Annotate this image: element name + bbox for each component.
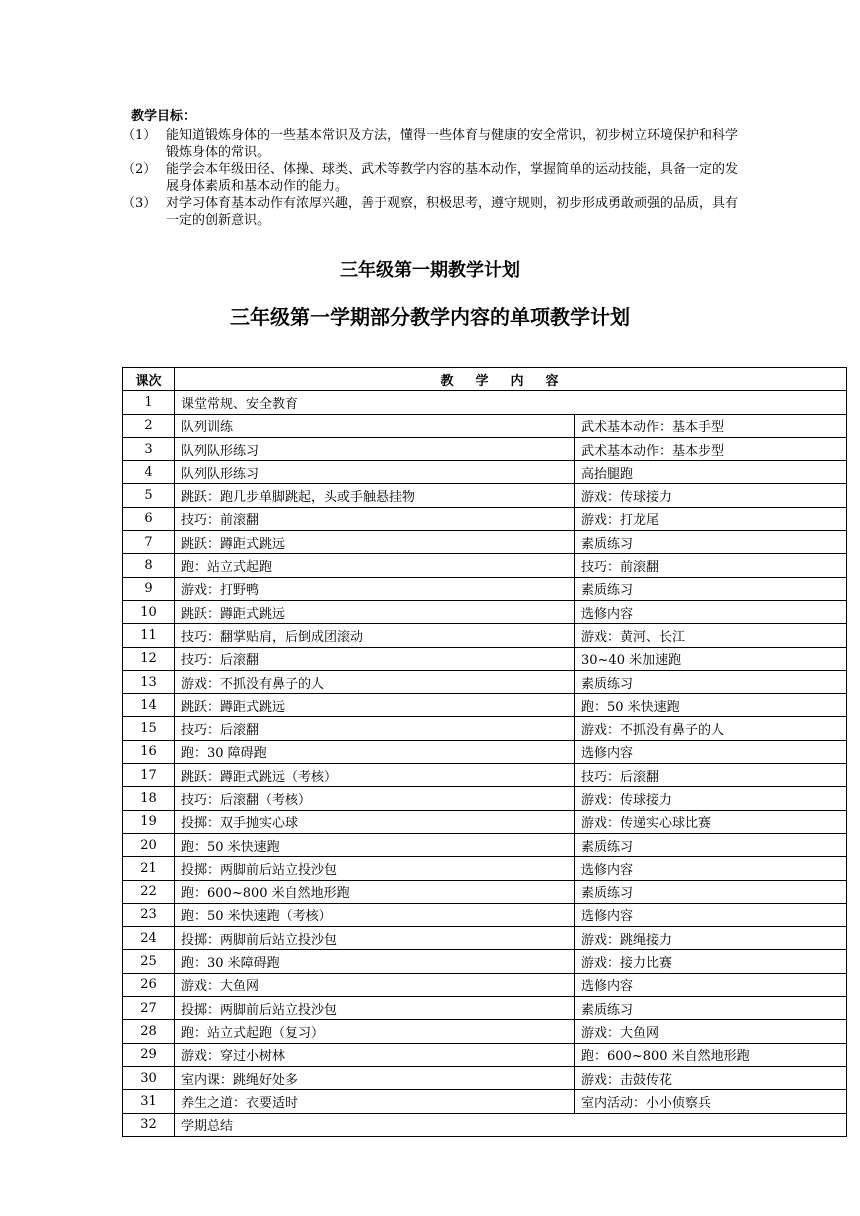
lesson-content-primary: 游戏：不抓没有鼻子的人: [175, 670, 575, 693]
lesson-number: 23: [123, 903, 175, 926]
lesson-number: 18: [123, 787, 175, 810]
table-header-row: [123, 368, 847, 391]
plan-title: 三年级第一期教学计划: [340, 260, 520, 281]
lesson-content-secondary: 游戏：大鱼网: [575, 1020, 847, 1043]
lesson-content-primary: 游戏：穿过小树林: [175, 1043, 575, 1066]
lesson-content-secondary: 选修内容: [575, 600, 847, 623]
lesson-number: 5: [123, 484, 175, 507]
lesson-content-secondary: 游戏：接力比赛: [575, 950, 847, 973]
lesson-content-secondary: 30~40 米加速跑: [575, 647, 847, 670]
lesson-content-primary: 投掷：两脚前后站立投沙包: [175, 857, 575, 880]
lesson-number: 2: [123, 414, 175, 437]
lesson-content-secondary: 选修内容: [575, 973, 847, 996]
lesson-content-primary: 跑：站立式起跑: [175, 554, 575, 577]
lesson-content-primary: 跳跃：蹲距式跳远: [175, 694, 575, 717]
table-row: [123, 1020, 847, 1043]
lesson-content-primary: 游戏：大鱼网: [175, 973, 575, 996]
lesson-content-primary: 跑：站立式起跑（复习）: [175, 1020, 575, 1043]
table-row: [123, 624, 847, 647]
lesson-content-primary: 跳跃：蹲距式跳远: [175, 600, 575, 623]
lesson-plan-table: [122, 367, 847, 1137]
table-row: [123, 531, 847, 554]
table-row: [123, 391, 847, 414]
table-row: [123, 973, 847, 996]
table-row: [123, 880, 847, 903]
lesson-number: 9: [123, 577, 175, 600]
table-row: [123, 484, 847, 507]
lesson-content-primary: 学期总结: [175, 1113, 847, 1136]
lesson-content-primary: 课堂常规、安全教育: [175, 391, 847, 414]
lesson-content-secondary: 素质练习: [575, 833, 847, 856]
lesson-content-primary: 技巧：后滚翻: [175, 647, 575, 670]
lesson-content-secondary: 游戏：击鼓传花: [575, 1066, 847, 1089]
lesson-number: 3: [123, 437, 175, 460]
table-row: [123, 577, 847, 600]
table-row: [123, 903, 847, 926]
lesson-number: 12: [123, 647, 175, 670]
lesson-content-secondary: 技巧：后滚翻: [575, 764, 847, 787]
table-row: [123, 764, 847, 787]
lesson-content-secondary: 游戏：传球接力: [575, 484, 847, 507]
lesson-content-primary: 技巧：后滚翻: [175, 717, 575, 740]
goal-number: （1）: [122, 128, 157, 143]
lesson-content-primary: 游戏：打野鸭: [175, 577, 575, 600]
lesson-content-primary: 队列队形练习: [175, 437, 575, 460]
table-row: [123, 647, 847, 670]
lesson-number: 6: [123, 507, 175, 530]
table-row: [123, 1043, 847, 1066]
table-row: [123, 1090, 847, 1113]
lesson-number: 30: [123, 1066, 175, 1089]
lesson-number: 28: [123, 1020, 175, 1043]
lesson-number: 29: [123, 1043, 175, 1066]
table-row: [123, 694, 847, 717]
lesson-number: 17: [123, 764, 175, 787]
table-row: [123, 857, 847, 880]
plan-subtitle: 三年级第一学期部分教学内容的单项教学计划: [230, 305, 630, 329]
lesson-content-primary: 跑：50 米快速跑: [175, 833, 575, 856]
lesson-content-secondary: 高抬腿跑: [575, 461, 847, 484]
lesson-content-primary: 跑：30 米障碍跑: [175, 950, 575, 973]
goal-item: [122, 127, 741, 161]
lesson-content-secondary: 跑：600~800 米自然地形跑: [575, 1043, 847, 1066]
lesson-number: 7: [123, 531, 175, 554]
lesson-content-secondary: 游戏：传球接力: [575, 787, 847, 810]
lesson-content-primary: 跑：30 障碍跑: [175, 740, 575, 763]
table-row: [123, 1113, 847, 1136]
lesson-content-primary: 技巧：前滚翻: [175, 507, 575, 530]
table-row: [123, 810, 847, 833]
lesson-content-primary: 跳跃：蹲距式跳远（考核）: [175, 764, 575, 787]
table-row: [123, 717, 847, 740]
lesson-number: 27: [123, 997, 175, 1020]
lesson-content-secondary: 素质练习: [575, 670, 847, 693]
lesson-content-primary: 技巧：翻掌贴肩，后倒成团滚动: [175, 624, 575, 647]
table-row: [123, 787, 847, 810]
table-row: [123, 414, 847, 437]
lesson-number: 10: [123, 600, 175, 623]
lesson-content-primary: 投掷：两脚前后站立投沙包: [175, 997, 575, 1020]
lesson-content-secondary: 选修内容: [575, 857, 847, 880]
lesson-number: 16: [123, 740, 175, 763]
lesson-content-secondary: 游戏：不抓没有鼻子的人: [575, 717, 847, 740]
lesson-content-primary: 队列训练: [175, 414, 575, 437]
lesson-number: 26: [123, 973, 175, 996]
lesson-content-secondary: 选修内容: [575, 903, 847, 926]
lesson-number: 1: [123, 391, 175, 414]
table-row: [123, 997, 847, 1020]
goal-text: 对学习体育基本动作有浓厚兴趣，善于观察，积极思考，遵守规则，初步形成勇敢顽强的品质，具有一定的创新意识。: [166, 196, 739, 228]
table-row: [123, 1066, 847, 1089]
goal-number: （2）: [122, 162, 157, 177]
lesson-number: 25: [123, 950, 175, 973]
lesson-content-secondary: 武术基本动作：基本手型: [575, 414, 847, 437]
lesson-number: 8: [123, 554, 175, 577]
lesson-number: 19: [123, 810, 175, 833]
table-row: [123, 670, 847, 693]
lesson-content-primary: 技巧：后滚翻（考核）: [175, 787, 575, 810]
lesson-number: 13: [123, 670, 175, 693]
lesson-number: 20: [123, 833, 175, 856]
lesson-content-primary: 投掷：双手抛实心球: [175, 810, 575, 833]
table-row: [123, 554, 847, 577]
lesson-number: 11: [123, 624, 175, 647]
goal-item: [122, 161, 741, 195]
goal-item: [122, 195, 741, 229]
teaching-goals: [122, 108, 741, 229]
table-row: [123, 927, 847, 950]
lesson-number: 15: [123, 717, 175, 740]
lesson-content-secondary: 技巧：前滚翻: [575, 554, 847, 577]
goal-text: 能知道锻炼身体的一些基本常识及方法，懂得一些体育与健康的安全常识，初步树立环境保护和科学锻炼身体的常识。: [166, 128, 739, 160]
lesson-content-primary: 跳跃：跑几步单脚跳起，头或手触悬挂物: [175, 484, 575, 507]
table-row: [123, 950, 847, 973]
lesson-number: 14: [123, 694, 175, 717]
lesson-content-primary: 跳跃：蹲距式跳远: [175, 531, 575, 554]
lesson-content-secondary: 室内活动：小小侦察兵: [575, 1090, 847, 1113]
table-row: [123, 507, 847, 530]
lesson-number: 21: [123, 857, 175, 880]
lesson-content-secondary: 跑：50 米快速跑: [575, 694, 847, 717]
goals-heading: 教学目标：: [131, 109, 197, 124]
lesson-content-secondary: 素质练习: [575, 577, 847, 600]
table-body: [123, 391, 847, 1137]
table-row: [123, 833, 847, 856]
lesson-content-primary: 跑：600~800 米自然地形跑: [175, 880, 575, 903]
table-row: [123, 740, 847, 763]
lesson-content-primary: 投掷：两脚前后站立投沙包: [175, 927, 575, 950]
lesson-number: 31: [123, 1090, 175, 1113]
header-lesson: 课次: [123, 368, 175, 391]
lesson-number: 4: [123, 461, 175, 484]
lesson-content-secondary: 游戏：跳绳接力: [575, 927, 847, 950]
header-content: 教学内容: [175, 368, 847, 391]
lesson-content-primary: 队列队形练习: [175, 461, 575, 484]
lesson-content-secondary: 游戏：打龙尾: [575, 507, 847, 530]
lesson-content-secondary: 素质练习: [575, 997, 847, 1020]
lesson-content-secondary: 游戏：传递实心球比赛: [575, 810, 847, 833]
lesson-number: 24: [123, 927, 175, 950]
lesson-content-primary: 室内课：跳绳好处多: [175, 1066, 575, 1089]
goal-number: （3）: [122, 196, 157, 211]
lesson-content-primary: 跑：50 米快速跑（考核）: [175, 903, 575, 926]
lesson-number: 22: [123, 880, 175, 903]
lesson-content-secondary: 选修内容: [575, 740, 847, 763]
lesson-number: 32: [123, 1113, 175, 1136]
lesson-content-secondary: 素质练习: [575, 531, 847, 554]
table-row: [123, 437, 847, 460]
goal-text: 能学会本年级田径、体操、球类、武术等教学内容的基本动作，掌握简单的运动技能，具备一定的发展身体素质和基本动作的能力。: [166, 162, 739, 194]
table-row: [123, 600, 847, 623]
lesson-content-secondary: 游戏：黄河、长江: [575, 624, 847, 647]
table-row: [123, 461, 847, 484]
lesson-content-primary: 养生之道：衣要适时: [175, 1090, 575, 1113]
lesson-content-secondary: 素质练习: [575, 880, 847, 903]
lesson-content-secondary: 武术基本动作：基本步型: [575, 437, 847, 460]
